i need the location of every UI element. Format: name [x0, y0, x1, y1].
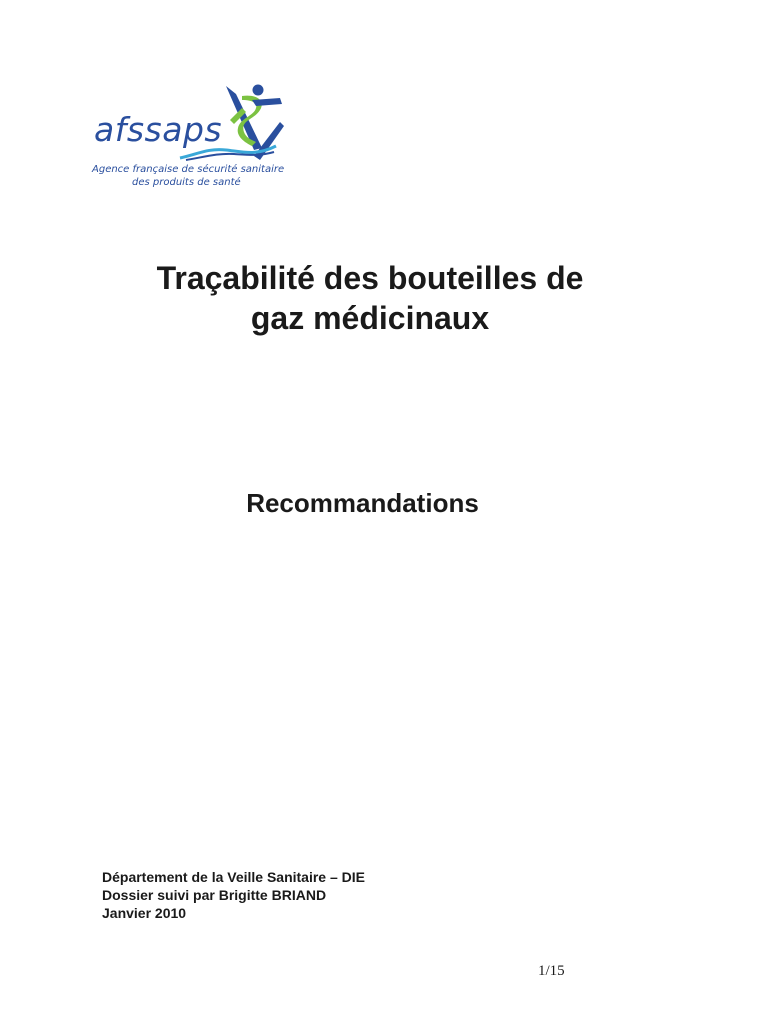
owner-line: Dossier suivi par Brigitte BRIAND: [102, 887, 327, 903]
logo-tagline-line1: Agence française de sécurité sanitaire: [92, 164, 285, 175]
document-title: [90, 258, 650, 338]
afssaps-logo: [86, 80, 296, 192]
page-number: 1/15: [538, 963, 565, 979]
logo-tagline-line2: des produits de santé: [132, 177, 241, 188]
document-meta: [102, 868, 365, 922]
department-line: Département de la Veille Sanitaire – DIE: [102, 869, 365, 885]
document-subtitle: Recommandations: [246, 488, 479, 518]
document-title-line1: Traçabilité des bouteilles de: [156, 260, 584, 296]
logo-wordmark: afssaps: [94, 110, 223, 149]
wave-swoosh-icon: [178, 142, 278, 162]
document-title-line2: gaz médicinaux: [250, 300, 490, 336]
date-line: Janvier 2010: [102, 905, 187, 921]
